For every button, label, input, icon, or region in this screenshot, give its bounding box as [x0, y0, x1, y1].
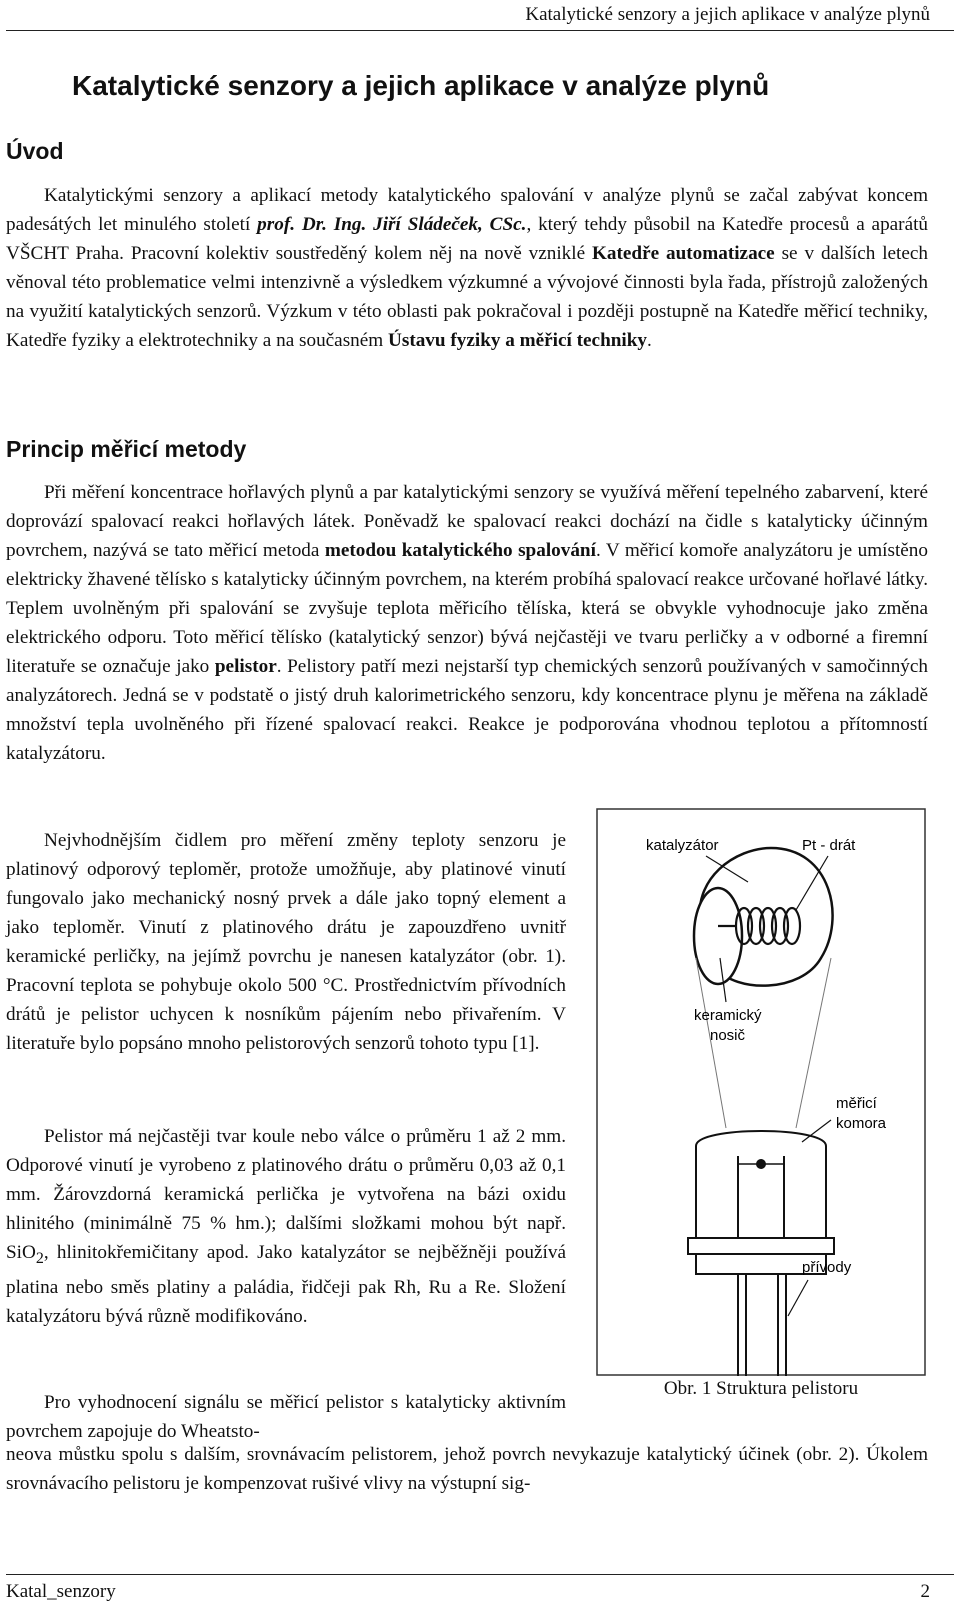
text-run: . Pelistory patří mezi nejstarší typ chemických senzorů používaných v samočinných analyzátorech. Jedná se v podstatě o jistý druh kalorimetrického senzoru, kdy koncentrace plynu je měřena na základě množství tepla uvolněného při řízené spalovací reakci. Reakce je podporována vhodnou teplotou a přítomností katalyzátoru.: [6, 656, 928, 764]
measuring-chamber: [696, 1131, 826, 1238]
method-name: metodou katalytického spalování: [324, 540, 596, 561]
text-run: . V měřicí komoře analyzátoru je umístěno elektricky žhavené tělísko s katalyticky účinným povrchem, na kterém probíhá spalovací reakce určované hořlavé látky. Teplem uvolněným při spalování se zvyšuje teplota měřicího tělíska, která se obvykle vyhodnocuje jako změna elektrického odporu. Toto měřicí tělísko (katalytický senzor) bývá nejčastěji ve tvaru perličky a v odborné a firemní literatuře se označuje jako: [6, 540, 928, 677]
text-run: , který tehdy působil na Katedře procesů a aparátů VŠCHT Praha. Pracovní kolektiv soustředěný kolem něj na nově vzniklé: [6, 214, 929, 264]
text-run: se v dalších letech věnoval této problematice velmi intenzivně a výsledkem výzkumné a vývojové činnosti byla řada, přístrojů založených na využití katalytických senzorů. Výzkum v této oblasti pak pokračoval i později postupně na Katedře měřicí techniky, Katedře fyziky a elektrotechniky a na současném: [6, 243, 928, 351]
figure-frame: [597, 809, 925, 1375]
label-ceramic-2: nosič: [710, 1027, 746, 1044]
department-name: Katedře automatizace: [591, 243, 775, 264]
figure-caption: Obr. 1 Struktura pelistoru: [663, 1378, 859, 1399]
term-pelistor: pelistor: [214, 656, 277, 677]
text-run: Při měření koncentrace hořlavých plynů a par katalytickými senzory se využívá měření tepelného zabarvení, které doprovází spalovací reakci hořlavých látek. Poněvadž ke spalovací reakci dochází na čidle s katalyticky účinným povrchem, nazývá se tato měřicí metoda: [6, 482, 928, 561]
footer-filename: Katal_senzory: [6, 1581, 116, 1602]
paragraph-pelistor-shape: [6, 1122, 566, 1331]
person-name: prof. Dr. Ing. Jiří Sládeček, CSc.: [257, 214, 527, 235]
footer-rule: [6, 1574, 954, 1575]
cone-line: [796, 958, 831, 1128]
paragraph-evaluation-cont: neova můstku spolu s dalším, srovnávacím pelistorem, jehož povrch nevykazuje katalytický účinek (obr. 2). Úkolem srovnávacího pelistoru je kompenzovat rušivé vlivy na výstupní sig-: [6, 1444, 928, 1494]
label-chamber-1: měřicí: [836, 1095, 877, 1112]
label-chamber-2: komora: [836, 1115, 887, 1132]
text-run: , hlinitokřemičitany apod. Jako katalyzátor se nejběžněji používá platina nebo směs platiny a paládia, řidčeji pak Rh, Ru a Re. Složení katalyzátoru bývá různě modifikováno.: [6, 1242, 566, 1327]
label-leads: přívody: [802, 1259, 852, 1276]
section-heading-princip: Princip měřicí metody: [6, 436, 247, 462]
institute-name: Ústavu fyziky a měřicí techniky: [388, 330, 648, 351]
label-wire: Pt - drát: [802, 837, 856, 854]
paragraph-sensor: Nejvhodnějším čidlem pro měření změny teploty senzoru je platinový odporový teploměr, protože umožňuje, aby platinové vinutí fungovalo jako mechanický nosný prvek a dále jako topný element a jako teploměr. Vinutí z platinového drátu je zapouzdřeno uvnitř keramické perličky, na jejímž povrchu je nanesen katalyzátor (obr. 1). Pracovní teplota se pohybuje okolo 500 °C. Prostřednictvím přívodních drátů je pelistor uchycen k nosníkům pájením nebo přivařením. V literatuře bylo popsáno mnoho pelistorových senzorů tohoto typu [1].: [6, 830, 566, 1054]
paragraph-intro: [6, 181, 928, 355]
figure-pelistor: [596, 808, 926, 1386]
paragraph-evaluation: Pro vyhodnocení signálu se měřicí pelistor s katalyticky aktivním povrchem zapojuje do Wheatsto-: [6, 1392, 566, 1442]
page-title: Katalytické senzory a jejich aplikace v analýze plynů: [72, 70, 770, 101]
section-heading-uvod: Úvod: [6, 138, 64, 164]
label-ceramic-1: keramický: [694, 1007, 762, 1024]
text-run: Katalytickými senzory a aplikací metody katalytického spalování v analýze plynů se začal zabývat koncem padesátých let minulého století: [6, 185, 928, 235]
leader-leads: [788, 1280, 808, 1316]
bead-cross-section: [694, 888, 742, 984]
text-run: Pelistor má nejčastěji tvar koule nebo válce o průměru 1 až 2 mm. Odporové vinutí je vyrobeno z platinového drátu o průměru 0,03 až 0,1 mm. Žárovzdorná keramická perlička je vytvořena na bázi oxidu hlinitého (minimálně 75 % hm.); dalšími složkami mohou být např. SiO: [6, 1126, 566, 1263]
label-catalyst: katalyzátor: [646, 837, 719, 854]
page-number: 2: [920, 1581, 930, 1602]
header-rule: [6, 30, 954, 31]
subscript: 2: [35, 1249, 44, 1267]
running-header: Katalytické senzory a jejich aplikace v analýze plynů: [525, 4, 930, 25]
chamber-base-rim: [688, 1238, 834, 1254]
pelistor-diagram: [596, 808, 926, 1378]
paragraph-principle: [6, 478, 928, 768]
text-run: .: [647, 330, 652, 351]
pelistor-bead: [756, 1159, 766, 1169]
